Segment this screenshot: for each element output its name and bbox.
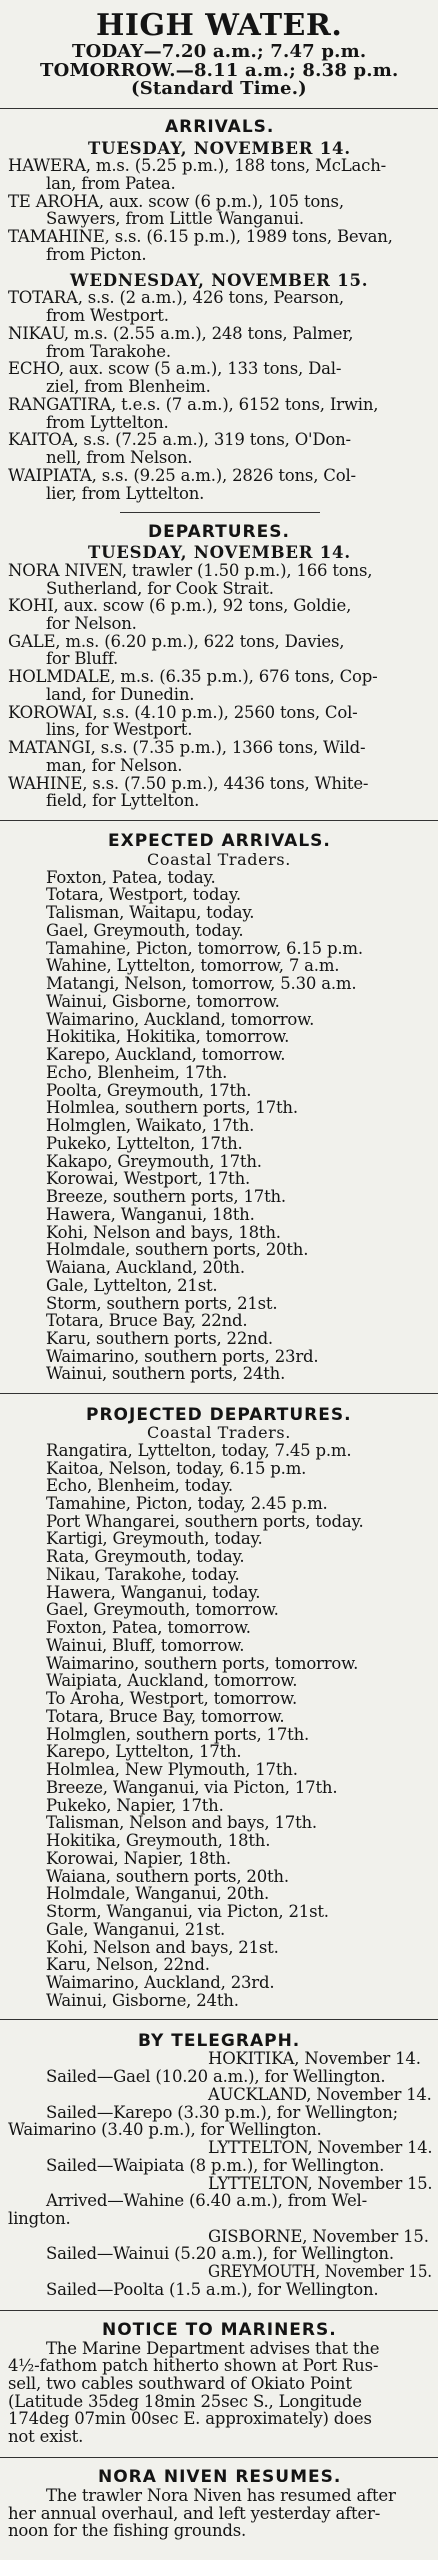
arrivals-day-0: TUESDAY, NOVEMBER 14. [88,139,351,158]
expected-arrival-line: Totara, Bruce Bay, 22nd. [46,1311,248,1330]
section-rule [0,820,438,821]
notice-line: not exist. [8,2427,84,2446]
nora-niven-line: her annual overhaul, and left yesterday after- [8,2504,381,2523]
projected-departure-line: Gale, Wanganui, 21st. [46,1920,226,1939]
arrival-entry-line: RANGATIRA, t.e.s. (7 a.m.), 6152 tons, Irwin, [8,395,379,414]
departure-entry-line: for Nelson. [46,614,137,633]
arrival-entry-line: from Lyttelton. [46,413,169,432]
departure-entry-line: land, for Dunedin. [46,685,195,704]
arrivals-day-1: WEDNESDAY, NOVEMBER 15. [70,271,369,290]
projected-departure-line: Foxton, Patea, tomorrow. [46,1618,251,1637]
projected-departure-line: To Aroha, Westport, tomorrow. [46,1689,298,1708]
arrival-entry-line: from Westport. [46,306,169,325]
expected-arrival-line: Kakapo, Greymouth, 17th. [46,1152,262,1171]
projected-departure-line: Pukeko, Napier, 17th. [46,1796,224,1815]
section-rule [0,1393,438,1394]
expected-arrival-line: Wainui, southern ports, 24th. [46,1364,286,1383]
projected-departures-sub: Coastal Traders. [147,1423,291,1442]
departures-day: TUESDAY, NOVEMBER 14. [88,543,351,562]
arrivals-heading: ARRIVALS. [165,117,275,137]
arrival-entry-line: WAIPIATA, s.s. (9.25 a.m.), 2826 tons, Col- [8,466,356,485]
departure-entry-line: lins, for Westport. [46,720,193,739]
projected-departures-heading: PROJECTED DEPARTURES. [86,1405,352,1425]
projected-departure-line: Waipiata, Auckland, tomorrow. [46,1671,298,1690]
arrival-entry-line: Sawyers, from Little Wanganui. [46,209,304,228]
arrival-entry-line: from Tarakohe. [46,342,171,361]
arrival-entry-line: TE AROHA, aux. scow (6 p.m.), 105 tons, [8,192,344,211]
arrival-entry-line: ziel, from Blenheim. [46,377,211,396]
notice-line: sell, two cables southward of Okiato Point [8,2374,352,2393]
expected-arrival-line: Gale, Lyttelton, 21st. [46,1276,218,1295]
departure-entry-line: field, for Lyttelton. [46,791,200,810]
projected-departure-line: Kartigi, Greymouth, today. [46,1529,263,1548]
telegraph-entry-line: Sailed—Wainui (5.20 a.m.), for Wellington. [46,2244,394,2263]
telegraph-entry-line: Sailed—Poolta (1.5 a.m.), for Wellington. [46,2280,379,2299]
telegraph-entry-line: Sailed—Waipiata (8 p.m.), for Wellington. [46,2156,385,2175]
telegraph-dateline: AUCKLAND, November 14. [208,2085,432,2104]
expected-arrival-line: Waimarino, Auckland, tomorrow. [46,1010,315,1029]
notice-line: 174deg 07min 00sec E. approximately) does [8,2409,372,2428]
notice-line: The Marine Department advises that the [46,2339,380,2358]
section-rule [0,108,438,109]
projected-departure-line: Breeze, Wanganui, via Picton, 17th. [46,1778,338,1797]
notice-line: 4½-fathom patch hitherto shown at Port Rus- [8,2356,379,2375]
projected-departure-line: Kohi, Nelson and bays, 21st. [46,1938,279,1957]
departure-entry-line: for Bluff. [46,649,119,668]
expected-arrival-line: Hokitika, Hokitika, tomorrow. [46,1027,290,1046]
expected-arrival-line: Korowai, Westport, 17th. [46,1169,251,1188]
departures-heading: DEPARTURES. [148,522,290,542]
high-water-tomorrow: TOMORROW.—8.11 a.m.; 8.38 p.m. [40,60,399,81]
expected-arrival-line: Hawera, Wanganui, 18th. [46,1205,255,1224]
telegraph-entry-line: Sailed—Gael (10.20 a.m.), for Wellington. [46,2067,386,2086]
projected-departure-line: Holmglen, southern ports, 17th. [46,1725,310,1744]
projected-departure-line: Korowai, Napier, 18th. [46,1849,231,1868]
projected-departure-line: Waimarino, southern ports, tomorrow. [46,1654,359,1673]
section-rule [0,2019,438,2020]
projected-departure-line: Storm, Wanganui, via Picton, 21st. [46,1902,329,1921]
expected-arrival-line: Holmglen, Waikato, 17th. [46,1116,255,1135]
departure-entry-line: WAHINE, s.s. (7.50 p.m.), 4436 tons, White- [8,774,369,793]
expected-arrival-line: Karepo, Auckland, tomorrow. [46,1045,286,1064]
notice-heading: NOTICE TO MARINERS. [102,2320,337,2340]
section-rule [0,2310,438,2311]
projected-departure-line: Karu, Nelson, 22nd. [46,1955,210,1974]
expected-arrival-line: Holmdale, southern ports, 20th. [46,1240,309,1259]
projected-departure-line: Hawera, Wanganui, today. [46,1583,261,1602]
projected-departure-line: Kaitoa, Nelson, today, 6.15 p.m. [46,1459,307,1478]
expected-arrival-line: Gael, Greymouth, today. [46,921,244,940]
departure-entry-line: man, for Nelson. [46,756,183,775]
expected-arrival-line: Wainui, Gisborne, tomorrow. [46,992,280,1011]
projected-departure-line: Totara, Bruce Bay, tomorrow. [46,1707,285,1726]
departure-entry-line: KOHI, aux. scow (6 p.m.), 92 tons, Goldie, [8,596,352,615]
expected-arrival-line: Holmlea, southern ports, 17th. [46,1098,298,1117]
telegraph-entry-line: Sailed—Karepo (3.30 p.m.), for Wellington; [46,2103,399,2122]
arrival-entry-line: KAITOA, s.s. (7.25 a.m.), 319 tons, O'Don- [8,430,351,449]
arrival-entry-line: nell, from Nelson. [46,448,193,467]
projected-departure-line: Hokitika, Greymouth, 18th. [46,1831,271,1850]
departure-entry-line: MATANGI, s.s. (7.35 p.m.), 1366 tons, Wild- [8,738,366,757]
telegraph-dateline: HOKITIKA, November 14. [208,2049,421,2068]
projected-departure-line: Gael, Greymouth, tomorrow. [46,1600,279,1619]
projected-departure-line: Rangatira, Lyttelton, today, 7.45 p.m. [46,1441,352,1460]
expected-arrival-line: Poolta, Greymouth, 17th. [46,1081,252,1100]
expected-arrival-line: Tamahine, Picton, tomorrow, 6.15 p.m. [46,939,363,958]
expected-arrival-line: Kohi, Nelson and bays, 18th. [46,1223,281,1242]
arrival-entry-line: lan, from Patea. [46,174,176,193]
projected-departure-line: Waiana, southern ports, 20th. [46,1867,289,1886]
departure-entry-line: KOROWAI, s.s. (4.10 p.m.), 2560 tons, Col- [8,703,358,722]
departure-entry-line: HOLMDALE, m.s. (6.35 p.m.), 676 tons, Cop- [8,667,378,686]
nora-niven-heading: NORA NIVEN RESUMES. [98,2467,342,2487]
projected-departure-line: Waimarino, Auckland, 23rd. [46,1973,275,1992]
departure-entry-line: NORA NIVEN, trawler (1.50 p.m.), 166 tons, [8,561,373,580]
projected-departure-line: Nikau, Tarakohe, today. [46,1565,240,1584]
expected-arrival-line: Karu, southern ports, 22nd. [46,1329,273,1348]
arrival-entry-line: from Picton. [46,245,147,264]
projected-departure-line: Wainui, Bluff, tomorrow. [46,1636,245,1655]
telegraph-dateline: GISBORNE, November 15. [208,2227,429,2246]
expected-arrival-line: Totara, Westport, today. [46,885,241,904]
expected-arrival-line: Waiana, Auckland, 20th. [46,1258,245,1277]
expected-arrival-line: Echo, Blenheim, 17th. [46,1063,228,1082]
arrival-entry-line: ECHO, aux. scow (5 a.m.), 133 tons, Dal- [8,359,342,378]
expected-arrival-line: Foxton, Patea, today. [46,868,216,887]
section-rule [0,2457,438,2458]
projected-departure-line: Wainui, Gisborne, 24th. [46,1991,239,2010]
expected-arrival-line: Talisman, Waitapu, today. [46,903,255,922]
expected-arrival-line: Wahine, Lyttelton, tomorrow, 7 a.m. [46,956,340,975]
projected-departure-line: Echo, Blenheim, today. [46,1476,233,1495]
projected-departure-line: Holmlea, New Plymouth, 17th. [46,1760,298,1779]
telegraph-dateline: LYTTELTON, November 15. [208,2174,433,2193]
projected-departure-line: Tamahine, Picton, today, 2.45 p.m. [46,1494,328,1513]
high-water-title: HIGH WATER. [96,8,343,43]
telegraph-entry-line: Arrived—Wahine (6.40 a.m.), from Wel- [46,2191,367,2210]
expected-arrival-line: Breeze, southern ports, 17th. [46,1187,286,1206]
by-telegraph-heading: BY TELEGRAPH. [138,2031,301,2051]
expected-arrival-line: Pukeko, Lyttelton, 17th. [46,1134,243,1153]
projected-departure-line: Karepo, Lyttelton, 17th. [46,1742,242,1761]
expected-arrivals-sub: Coastal Traders. [147,850,291,869]
projected-departure-line: Rata, Greymouth, today. [46,1547,245,1566]
high-water-today: TODAY—7.20 a.m.; 7.47 p.m. [72,41,367,62]
arrival-entry-line: TAMAHINE, s.s. (6.15 p.m.), 1989 tons, Bevan, [8,227,393,246]
arrival-entry-line: HAWERA, m.s. (5.25 p.m.), 188 tons, McLach- [8,156,387,175]
arrival-entry-line: lier, from Lyttelton. [46,484,205,503]
section-rule [120,512,320,513]
expected-arrival-line: Matangi, Nelson, tomorrow, 5.30 a.m. [46,974,357,993]
projected-departure-line: Holmdale, Wanganui, 20th. [46,1884,270,1903]
projected-departure-line: Talisman, Nelson and bays, 17th. [46,1813,317,1832]
expected-arrivals-heading: EXPECTED ARRIVALS. [108,831,331,851]
telegraph-dateline: GREYMOUTH, November 15. [208,2262,432,2281]
telegraph-dateline: LYTTELTON, November 14. [208,2138,433,2157]
arrival-entry-line: NIKAU, m.s. (2.55 a.m.), 248 tons, Palmer, [8,324,354,343]
departure-entry-line: Sutherland, for Cook Strait. [46,579,274,598]
projected-departure-line: Port Whangarei, southern ports, today. [46,1512,364,1531]
departure-entry-line: GALE, m.s. (6.20 p.m.), 622 tons, Davies, [8,632,345,651]
high-water-note: (Standard Time.) [131,78,307,99]
arrival-entry-line: TOTARA, s.s. (2 a.m.), 426 tons, Pearson, [8,288,344,307]
expected-arrival-line: Storm, southern ports, 21st. [46,1294,278,1313]
notice-line: (Latitude 35deg 18min 25sec S., Longitude [8,2392,362,2411]
nora-niven-line: The trawler Nora Niven has resumed after [46,2486,396,2505]
telegraph-entry-line: Waimarino (3.40 p.m.), for Wellington. [8,2120,322,2139]
expected-arrival-line: Waimarino, southern ports, 23rd. [46,1347,319,1366]
telegraph-entry-line: lington. [8,2209,71,2228]
nora-niven-line: noon for the fishing grounds. [8,2521,247,2540]
